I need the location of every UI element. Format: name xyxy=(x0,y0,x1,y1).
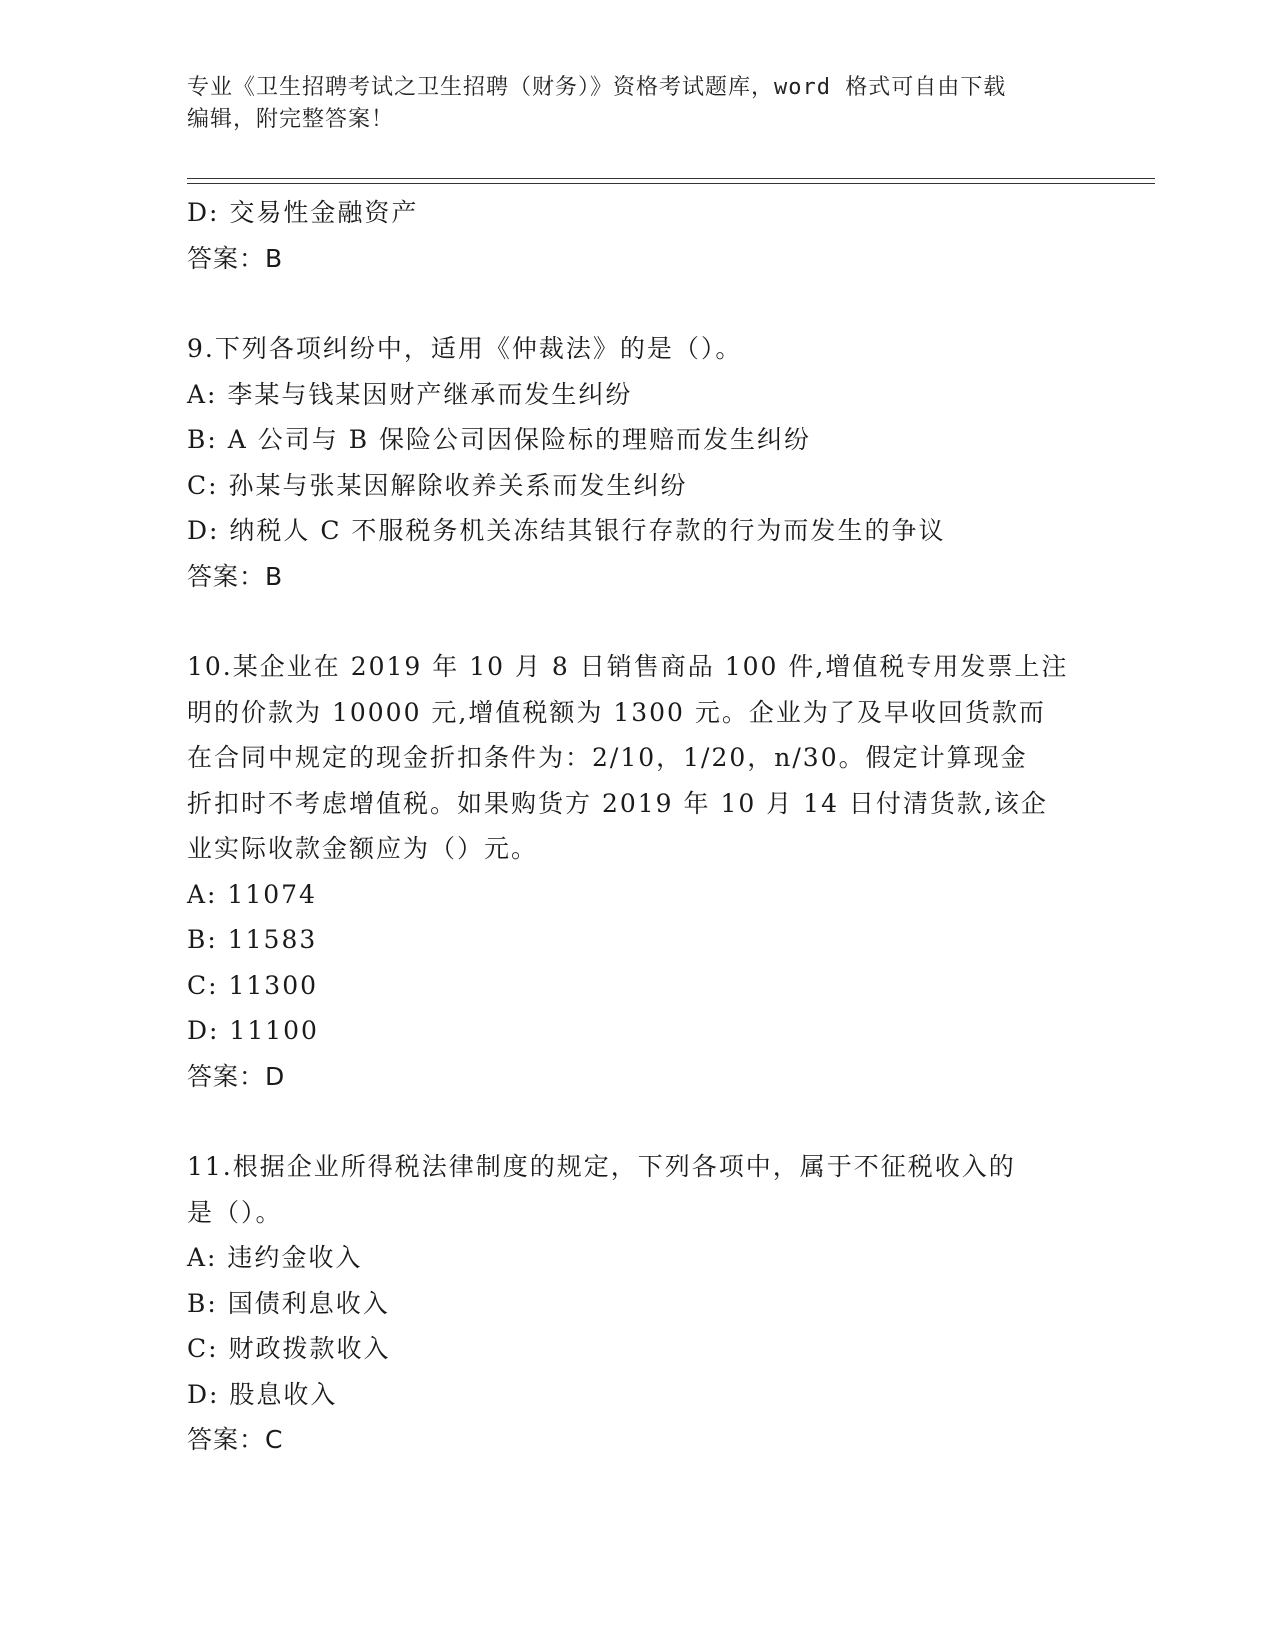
spacer xyxy=(187,599,1087,644)
question-stem-line: 在合同中规定的现金折扣条件为：2/10，1/20，n/30。假定计算现金 xyxy=(187,743,1028,772)
question-stem-line: 折扣时不考虑增值税。如果购货方 2019 年 10 月 14 日付清货款,该企 xyxy=(187,788,1048,818)
question-10 xyxy=(187,644,1087,1099)
answer-label: 答案：B xyxy=(187,243,284,273)
option-d: D: 交易性金融资产 xyxy=(187,198,419,227)
option-c: C: 11300 xyxy=(187,970,319,1000)
option-d: D: 11100 xyxy=(187,1016,319,1045)
option-d: D: 纳税人 C 不服税务机关冻结其银行存款的行为而发生的争议 xyxy=(187,516,946,545)
answer-label: 答案：B xyxy=(187,561,284,591)
option-a: A: 11074 xyxy=(187,879,317,909)
question-stem-line: 业实际收款金额应为（）元。 xyxy=(187,834,539,863)
option-b: B: 国债利息收入 xyxy=(187,1288,390,1318)
option-b: B: 11583 xyxy=(187,925,318,954)
answer-label: 答案：C xyxy=(187,1425,284,1454)
question-stem-line: 10.某企业在 2019 年 10 月 8 日销售商品 100 件,增值税专用发票上注 xyxy=(187,652,1069,681)
header-line-1: 专业《卫生招聘考试之卫生招聘（财务）》资格考试题库，word 格式可自由下载 xyxy=(187,75,1007,100)
document-header xyxy=(187,72,1087,136)
spacer xyxy=(187,281,1087,326)
question-stem: 9.下列各项纠纷中，适用《仲裁法》的是（）。 xyxy=(187,334,743,363)
header-line-2: 编辑，附完整答案！ xyxy=(187,107,395,132)
question-8 xyxy=(187,190,1087,281)
header-divider-top xyxy=(187,178,1155,179)
option-b: B: A 公司与 B 保险公司因保险标的理赔而发生纠纷 xyxy=(187,425,812,454)
spacer xyxy=(187,1099,1087,1144)
question-list xyxy=(187,190,1087,1463)
question-stem-line: 明的价款为 10000 元,增值税额为 1300 元。企业为了及早收回货款而 xyxy=(187,697,1046,727)
question-9 xyxy=(187,326,1087,599)
answer-label: 答案：D xyxy=(187,1061,286,1091)
question-stem-line: 是（）。 xyxy=(187,1197,283,1227)
option-a: A: 李某与钱某因财产继承而发生纠纷 xyxy=(187,379,633,409)
question-11 xyxy=(187,1144,1087,1463)
option-a: A: 违约金收入 xyxy=(187,1243,363,1272)
option-d: D: 股息收入 xyxy=(187,1379,338,1409)
question-stem-line: 11.根据企业所得税法律制度的规定，下列各项中，属于不征税收入的 xyxy=(187,1152,1016,1181)
option-c: C: 孙某与张某因解除收养关系而发生纠纷 xyxy=(187,470,688,500)
option-c: C: 财政拨款收入 xyxy=(187,1334,391,1363)
header-divider-bottom xyxy=(187,183,1155,184)
